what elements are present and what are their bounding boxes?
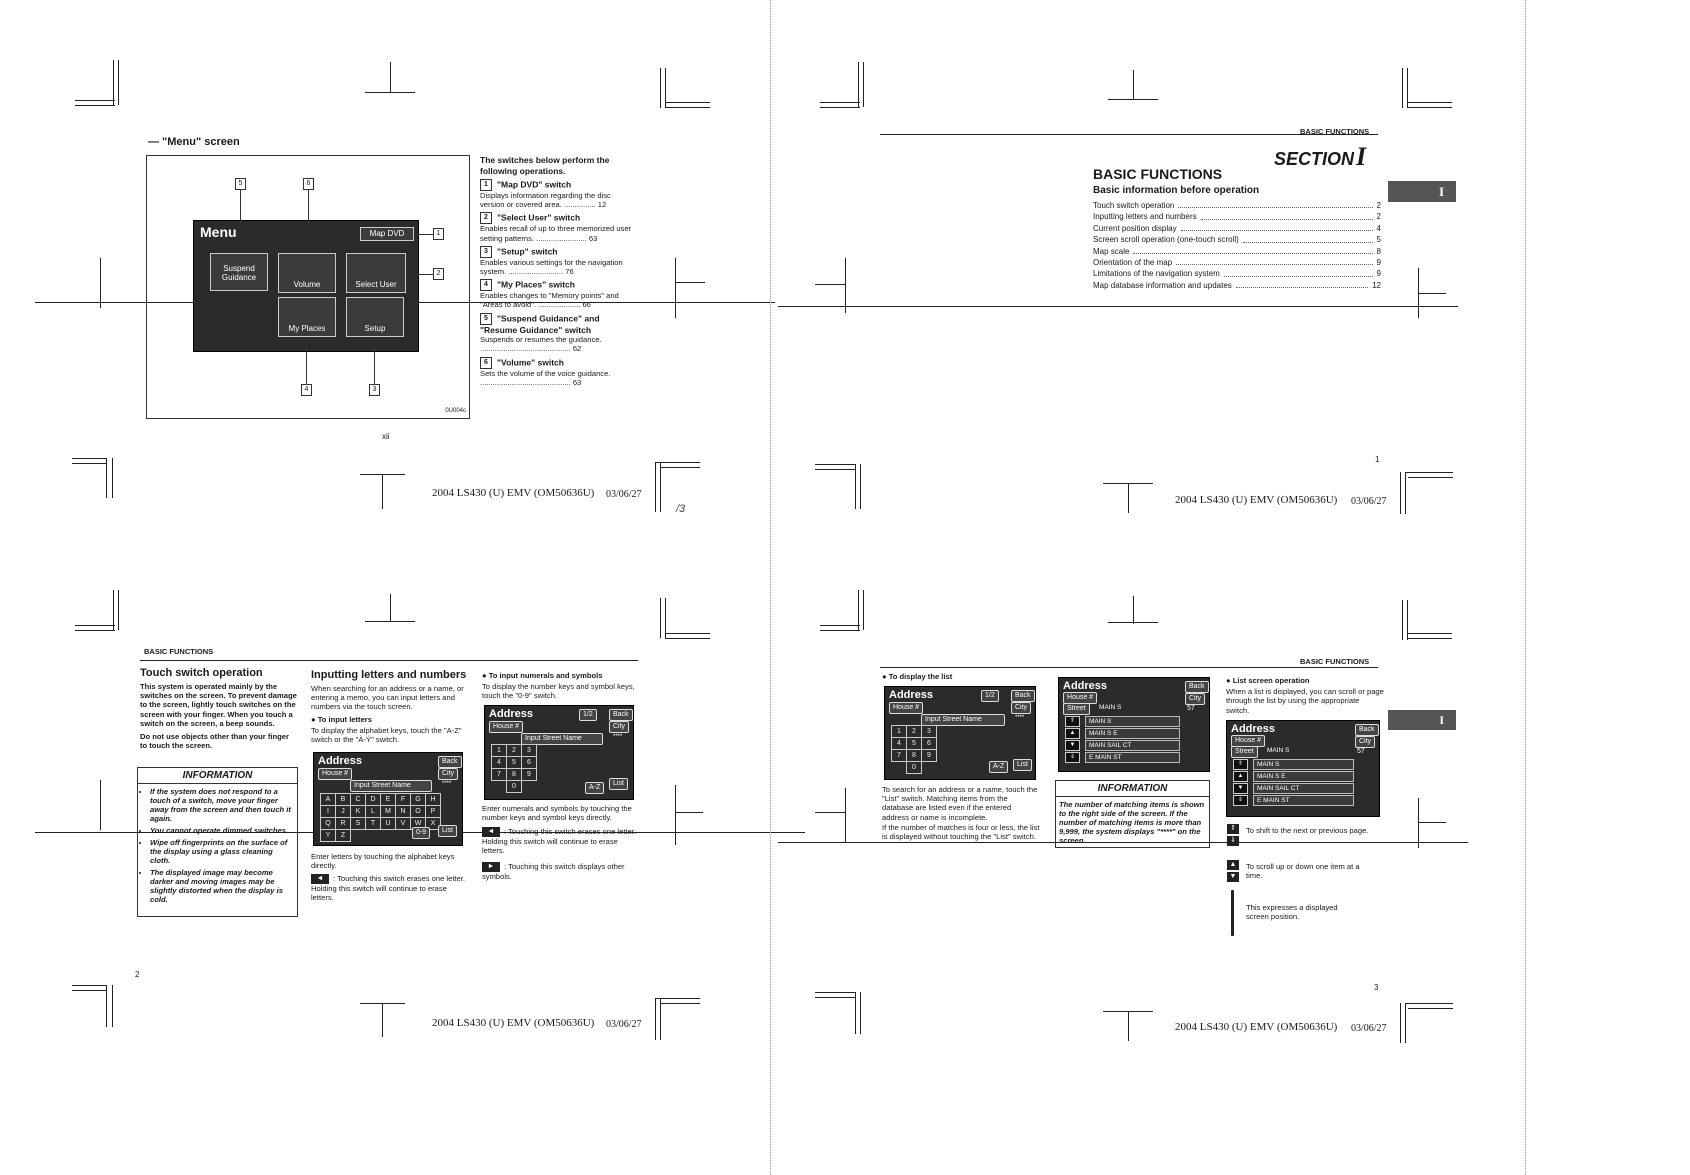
number-key[interactable]: 0 [506,780,522,793]
item-title: "Volume" switch [497,356,564,367]
toc-item[interactable]: Touch switch operation 2 [1093,201,1381,210]
symbols-note: ► : Touching this switch displays other symbols. [482,862,625,881]
list-item[interactable]: MAIN S E [1253,771,1354,782]
numerals-section: ● To input numerals and symbols To display the number keys and symbol keys, touch the "0-9" switch. [482,671,640,701]
item-body: Sets the volume of the voice guidance. ........................................... 63 [480,368,611,387]
page-footer: 2004 LS430 (U) EMV (OM50636U) [432,1017,595,1029]
number-key[interactable]: 5 [906,737,922,750]
list-item[interactable]: MAIN S [1085,716,1180,727]
info-title: INFORMATION [1056,781,1209,797]
address-keypad-screen: Address Back City 1/2 House # Input Street Name **** 1 2 3 4 5 6 7 8 9 0 A-Z List [884,686,1036,780]
subheading: To input letters [317,714,372,724]
section-label: SECTIONI [1274,142,1367,171]
letter-key[interactable]: F [395,793,411,806]
backspace-icon: ◄ [311,874,329,884]
toc-item[interactable]: Orientation of the map 9 [1093,258,1381,268]
suspend-guidance-button[interactable]: Suspend Guidance [210,253,268,291]
my-places-button[interactable]: My Places [278,297,336,337]
list-button[interactable]: List [609,778,628,790]
page-indicator: 1/2 [579,709,597,721]
page-down-icon: ⇓ [1227,836,1239,846]
screen-title: Address [489,708,534,720]
letter-key[interactable]: V [395,817,411,830]
number-key[interactable]: 8 [906,749,922,762]
number-key[interactable]: 9 [921,749,937,762]
callout-5: 5 [235,178,246,190]
item-title: "Select User" switch [497,212,581,223]
screen-title: Address [889,689,934,701]
letter-key[interactable]: I [320,805,336,818]
page-number: 3 [1374,983,1379,992]
page-footer-date: 03/06/27 [606,489,642,500]
body-text: To display the alphabet keys, touch the "A-Z" switch or the "À-Ý" switch. [311,725,462,745]
figure-code: 0U004c [445,407,466,414]
number-key[interactable]: 1 [491,744,507,757]
menu-switch-list: The switches below perform the following operations. 1 "Map DVD" switch Displays information regarding the disc version or covered area. ............... 12 2 "Select User" switch Enables recall of up to three memorized user setting patterns. ........................ 63 3 "Setup" switch Enables various settings for the navigation system. .......................... 76 4 "My Places" switch Enables changes to "Memory points" and "Areas to avoid". .................... 66 5 "Suspend Guidance" and "Resume Guidance" switch Suspends or resumes the guidance. ........................................... 62 6 "Volume" switch Sets the volume of the voice guidance. ........................................... 63 [480,155,632,387]
letter-key[interactable]: X [425,817,441,830]
erase-note: ◄ : Touching this switch erases one letter. Holding this switch will continue to erase letters. [482,827,636,856]
list-button[interactable]: List [438,825,457,837]
toc-item[interactable]: Limitations of the navigation system 9 [1093,269,1381,279]
subheading: List screen operation [1232,676,1310,685]
select-user-button[interactable]: Select User [346,253,406,293]
scroll-up-icon[interactable]: ▲ [1233,771,1248,782]
item-title: "My Places" switch [497,279,575,290]
back-button[interactable]: Back [1011,690,1035,702]
letter-key[interactable]: K [350,805,366,818]
body-text: When searching for an address or a name, or entering a memo, you can input letters and numbers via the touch screen. [311,684,464,712]
info-item: • Wipe off fingerprints on the surface of the display using a glass cleaning cloth. [150,838,293,865]
section-title: BASIC FUNCTIONS [1093,166,1223,182]
a-z-button[interactable]: A-Z [989,761,1008,773]
letter-key[interactable]: W [410,817,426,830]
item-body: Enables changes to "Memory points" and "Areas to avoid". .................... 66 [480,291,619,310]
number-key[interactable]: 6 [921,737,937,750]
city-button[interactable]: City [438,768,458,780]
letter-key[interactable]: U [380,817,396,830]
info-item: • If the system does not respond to a touch of a switch, move your finger away from the screen and then touch it again. [150,787,293,823]
back-button[interactable]: Back [609,709,633,721]
page-up-icon[interactable]: ⇑ [1233,759,1248,770]
inputting-section: Inputting letters and numbers When searching for an address or a name, or entering a memo, you can input letters and numbers via the touch screen. ● To input letters To display the alphabet keys, touch the "A-Z" switch or the "À-Ý" switch. [311,669,471,744]
number-key[interactable]: 2 [906,725,922,738]
list-screen-operation: ● List screen operation When a list is displayed, you can scroll or page through the list by using the appropriate switch. [1226,676,1384,715]
match-count: 57 [1187,705,1195,712]
number-key[interactable]: 1 [891,725,907,738]
letter-key[interactable]: Z [335,829,351,842]
letter-key[interactable]: Q [320,817,336,830]
page-footer: 2004 LS430 (U) EMV (OM50636U) [1175,1021,1338,1033]
body-text: To display the number keys and symbol keys, touch the "0-9" switch. [482,682,635,701]
letter-key[interactable]: C [350,793,366,806]
back-button[interactable]: Back [1185,681,1209,693]
letter-key[interactable]: R [335,817,351,830]
page-icons [1227,824,1239,846]
callout-1: 1 [433,228,444,240]
city-button[interactable]: City [609,721,629,733]
callout-2: 2 [433,268,444,280]
menu-screen-heading: — "Menu" screen [148,136,240,148]
info-title: INFORMATION [138,768,297,784]
screen-title: Address [1231,723,1276,735]
page-footer: 2004 LS430 (U) EMV (OM50636U) [1175,494,1338,506]
letter-key[interactable]: T [365,817,381,830]
address-letters-screen: Address Back City House # Input Street Name **** A B C D E F G H I J K L M N O P Q R S T U V W X Y Z 0-9 List [313,752,463,846]
street-button[interactable]: Street [1231,746,1258,758]
page-footer-date: 03/06/27 [606,1019,642,1030]
address-numbers-screen: Address 1/2 Back City House # Input Street Name **** 1 2 3 4 5 6 7 8 9 0 A-Z List [484,705,634,800]
page-number: 1 [1375,455,1380,464]
info-item: • The displayed image may become darker and moving images may be slightly distorted when the display is cold. [150,868,293,904]
page-down-icon[interactable]: ⇓ [1065,752,1080,763]
letter-key[interactable]: O [410,805,426,818]
number-key[interactable]: 4 [491,756,507,769]
item-title: "Setup" switch [497,246,558,257]
intro-text: The switches below perform the following operations. [480,155,610,176]
section-tab: I [1388,181,1456,202]
position-note: This expresses a displayed screen position. [1246,903,1338,922]
input-field[interactable]: Input Street Name [521,733,603,745]
map-dvd-button[interactable]: Map DVD [360,227,414,241]
city-button[interactable]: City [1355,736,1375,748]
letter-key[interactable]: S [350,817,366,830]
scroll-down-icon: ▼ [1227,872,1239,882]
number-key[interactable]: 3 [921,725,937,738]
item-body: Displays information regarding the disc version or covered area. ............... 12 [480,191,611,210]
scroll-up-icon: ▲ [1227,860,1239,870]
house-number-button[interactable]: House # [889,702,923,714]
list-button[interactable]: List [1013,759,1032,771]
callout-3: 3 [369,384,380,396]
setup-button[interactable]: Setup [346,297,404,337]
scroll-down-icon[interactable]: ▼ [1233,783,1248,794]
subheading: ● To display the list [882,672,953,681]
back-button[interactable]: Back [438,756,462,768]
letter-key[interactable]: A [320,793,336,806]
information-box [137,767,298,917]
letter-key[interactable]: B [335,793,351,806]
section-heading: Touch switch operation [140,667,263,679]
touch-switch-section [140,667,298,750]
toc-item[interactable]: Map scale 8 [1093,246,1381,256]
letter-key[interactable]: H [425,793,441,806]
item-body: Enables various settings for the navigation system. .......................... 76 [480,257,623,277]
scroll-note: To scroll up or down one item at a time. [1246,862,1360,881]
section-subtitle: Basic information before operation [1093,185,1260,196]
list-item[interactable]: MAIN SAIL CT [1253,783,1354,794]
number-key[interactable]: 7 [491,768,507,781]
toc-item[interactable]: Current position display 4 [1093,223,1381,233]
letter-key[interactable]: P [425,805,441,818]
page-number: 2 [135,970,140,979]
page-up-icon[interactable]: ⇑ [1065,716,1080,727]
item-body: Suspends or resumes the guidance. ........................................... 62 [480,335,602,354]
toc-item[interactable]: Map database information and updates 12 [1093,280,1381,290]
0-9-button[interactable]: 0-9 [412,827,430,839]
house-number-button[interactable]: House # [489,721,523,733]
city-button[interactable]: City [1185,693,1205,705]
street-button[interactable]: Street [1063,703,1090,715]
letter-key[interactable]: Y [320,829,336,842]
number-key[interactable]: 5 [506,756,522,769]
body-text: To search for an address or a name, touch the "List" switch. Matching items from the database are listed even if the entered address or name is incomplete. [882,785,1038,822]
toc-item[interactable]: Inputting letters and numbers 2 [1093,212,1381,222]
next-symbols-icon: ► [482,862,500,872]
number-key[interactable]: 3 [521,744,537,757]
letter-key[interactable]: D [365,793,381,806]
erase-note: ◄ : Touching this switch erases one letter. Holding this switch will continue to erase letters. [311,874,465,903]
menu-figure [146,155,470,419]
scroll-icons [1227,860,1239,882]
scroll-down-icon[interactable]: ▼ [1065,740,1080,751]
list-item[interactable]: E MAIN ST [1253,795,1354,806]
body-text: Do not use objects other than your finger to touch the screen. [140,732,289,751]
screen-title: Address [1063,680,1108,692]
shift-note: To shift to the next or previous page. [1246,826,1369,835]
page-down-icon[interactable]: ⇓ [1233,795,1248,806]
toc [1093,200,1381,291]
input-field[interactable]: Input Street Name [350,780,432,792]
toc-item[interactable]: Screen scroll operation (one-touch scroll) 5 [1093,235,1381,245]
house-number-button[interactable]: House # [318,768,352,780]
section-tab: I [1388,710,1456,730]
item-title: "Map DVD" switch [497,179,572,190]
house-number-button[interactable]: House # [1063,692,1097,704]
body-text: If the number of matches is four or less, the list is displayed without touching the "List" switch. [882,823,1040,842]
house-number-button[interactable]: House # [1231,735,1265,747]
page-footer-date: 03/06/27 [1351,496,1387,507]
number-key[interactable]: 6 [521,756,537,769]
information-box [1055,780,1210,848]
letter-key[interactable]: M [380,805,396,818]
city-button[interactable]: City [1011,702,1031,714]
back-button[interactable]: Back [1355,724,1379,736]
body-text: This system is operated mainly by the switches on the screen. To prevent damage to the screen, lightly touch switches on the screen with your finger. When you touch a switch on the screen, a beep sounds. [140,682,297,728]
list-item[interactable]: MAIN S [1253,759,1354,770]
page-footer: 2004 LS430 (U) EMV (OM50636U) [432,487,595,499]
number-key[interactable]: 7 [891,749,907,762]
number-key[interactable]: 0 [906,761,922,774]
input-field[interactable]: Input Street Name [921,714,1005,726]
page-footer-date: 03/06/27 [1351,1023,1387,1034]
callout-4: 4 [301,384,312,396]
page-indicator: 1/2 [981,690,999,702]
volume-button[interactable]: Volume [278,253,336,293]
info-item: • You cannot operate dimmed switches. [150,826,293,835]
callout-6: 6 [303,178,314,190]
letter-key[interactable]: J [335,805,351,818]
scroll-up-icon[interactable]: ▲ [1065,728,1080,739]
letter-key[interactable]: N [395,805,411,818]
body-text: Enter letters by touching the alphabet keys directly. [311,852,455,871]
number-key[interactable]: 9 [521,768,537,781]
letter-key[interactable]: L [365,805,381,818]
address-list-screen-large: Address Back City House # Street MAIN S 57 ⇑ ▲ ▼ ⇓ MAIN S MAIN S E MAIN SAIL CT E MAIN ST [1226,720,1380,817]
item-title: "Suspend Guidance" and "Resume Guidance" switch [480,312,600,335]
letter-key[interactable]: G [410,793,426,806]
address-list-screen: Address Back City House # Street MAIN S 57 ⇑ ▲ ▼ ⇓ MAIN S MAIN S E MAIN SAIL CT E MAIN ST [1058,677,1210,772]
running-header: BASIC FUNCTIONS [1300,657,1370,666]
a-z-button[interactable]: A-Z [585,782,604,794]
list-item[interactable]: MAIN SAIL CT [1085,740,1180,751]
number-key[interactable]: 2 [506,744,522,757]
info-text: The number of matching items is shown to the right side of the screen. If the number of matching items is more than 9,999, the system displays "****" on the screen. [1059,800,1205,845]
list-item[interactable]: MAIN S E [1085,728,1180,739]
menu-title: Menu [200,224,237,240]
list-item[interactable]: E MAIN ST [1085,752,1180,763]
section-heading: Inputting letters and numbers [311,669,467,681]
running-header: BASIC FUNCTIONS [144,647,214,656]
letter-key[interactable]: E [380,793,396,806]
subheading: To input numerals and symbols [488,671,603,680]
backspace-icon: ◄ [482,827,500,837]
number-key[interactable]: 8 [506,768,522,781]
handwritten-note: /3 [676,503,686,515]
match-count: 57 [1357,748,1365,755]
body-text: When a list is displayed, you can scroll or page through the list by using the appropriate switch. [1226,687,1384,715]
item-body: Enables recall of up to three memorized user setting patterns. ........................ 63 [480,224,632,243]
scroll-position-icon [1231,890,1234,936]
page-number: xii [382,432,390,441]
body-text: Enter numerals and symbols by touching the number keys and symbol keys directly. [482,804,632,823]
menu-screen [193,220,419,352]
screen-title: Address [318,755,363,767]
page-up-icon: ⇑ [1227,824,1239,834]
running-header: BASIC FUNCTIONS [1300,127,1370,136]
number-key[interactable]: 4 [891,737,907,750]
